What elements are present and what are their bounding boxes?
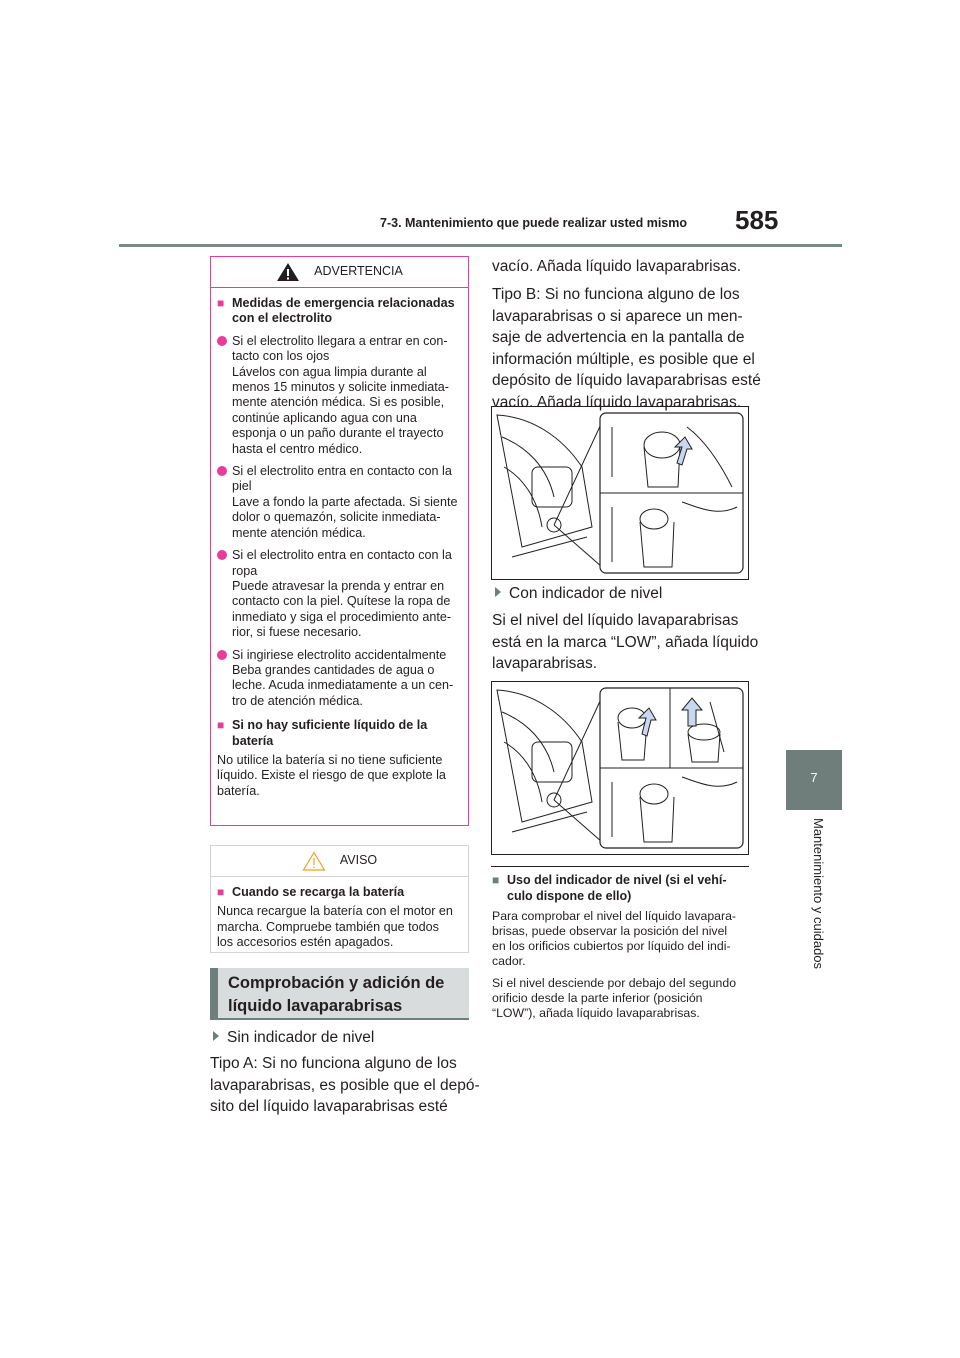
indicator-heading: ■ Uso del indicador de nivel (si el vehí- culo dispone de ello) (492, 873, 727, 903)
notice-heading: ■ Cuando se recarga la batería (217, 885, 405, 899)
caution-triangle-icon (302, 851, 326, 871)
warning-bullet: Si el electrolito entra en contacto con la ropa Puede atravesar la prenda y entrar en contacto con la piel. Quítese la ropa de inmediato y siga el procedimiento ante- rior, si fuese necesario. (217, 548, 460, 640)
warning-bullet: Si ingiriese electrolito accidentalmente Beba grandes cantidades de agua o leche. Acuda inmediatamente a un cen- tro de atención médica. (217, 648, 460, 710)
right-paragraph-1: vacío. Añada líquido lavaparabrisas. (492, 258, 742, 275)
right-paragraph-3: Si el nivel del líquido lavaparabrisas está en la marca “LOW”, añada líquido lavaparabrisas. (492, 612, 759, 672)
triangle-bullet-icon (213, 1031, 219, 1041)
level-indicator-illustration (491, 681, 749, 855)
indicator-paragraph-1: Para comprobar el nivel del líquido lavapara- brisas, puede observar la posición del nivel en los orificios cubiertos por líquido del indi- cador. (492, 909, 737, 968)
triangle-bullet-icon (495, 587, 501, 597)
engine-bay-indicator-illustration (492, 682, 748, 854)
chapter-number: 7 (810, 770, 818, 785)
warning-bullet: Si el electrolito llegara a entrar en con- tacto con los ojos Lávelos con agua limpia durante al menos 15 minutos y solicite inmediata- mente atención médica. Si es posible, continúe aplicando agua con una esponja o un paño durante el trayecto hasta el centro médico. (217, 334, 460, 457)
warning-heading: ■ Medidas de emergencia relacionadas con el electrolito (217, 296, 455, 326)
right-paragraph-2: Tipo B: Si no funciona alguno de los lavaparabrisas o si aparece un men- saje de advertencia en la pantalla de información múltiple, es posible que el depósito de líquido lavaparabrisas esté vacío. Añada líquido lavaparabrisas. (492, 286, 761, 411)
notice-title: AVISO (339, 853, 378, 868)
chapter-title: Mantenimiento y cuidados (811, 818, 826, 970)
warning-header (211, 257, 468, 288)
warning-box (210, 256, 469, 826)
notice-paragraph: Nunca recargue la batería con el motor en marcha. Compruebe también que todos los accesorios estén apagados. (217, 904, 453, 950)
warning-paragraph: No utilice la batería si no tiene suficiente líquido. Existe el riesgo de que explote la batería. (217, 752, 446, 798)
washer-tank-illustration (491, 406, 749, 580)
subheading-no-indicator: Sin indicador de nivel (213, 1027, 374, 1049)
subheading-with-indicator: Con indicador de nivel (495, 583, 662, 605)
engine-bay-illustration (492, 407, 748, 579)
warning-title: ADVERTENCIA (314, 264, 403, 279)
left-paragraph: Tipo A: Si no funciona alguno de los lavaparabrisas, es posible que el depó- sito del líquido lavaparabrisas esté (210, 1055, 480, 1115)
warning-heading: ■ Si no hay suficiente líquido de la batería (217, 718, 428, 748)
warning-bullet: Si el electrolito entra en contacto con la piel Lave a fondo la parte afectada. Si siente dolor o quemazón, solicite inmediata- mente atención médica. (217, 464, 460, 541)
header-rule (119, 244, 842, 247)
indicator-paragraph-2: Si el nivel desciende por debajo del segundo orificio desde la parte inferior (posición “LOW”), añada líquido lavaparabrisas. (492, 976, 737, 1020)
notice-box (210, 845, 469, 953)
page-number: 585 (735, 205, 779, 235)
subsection-rule (491, 866, 749, 867)
notice-header (211, 846, 468, 877)
warning-triangle-icon (276, 262, 300, 282)
section-title: 7-3. Mantenimiento que puede realizar usted mismo (380, 216, 688, 230)
section-heading: Comprobación y adición de líquido lavaparabrisas (210, 968, 469, 1020)
